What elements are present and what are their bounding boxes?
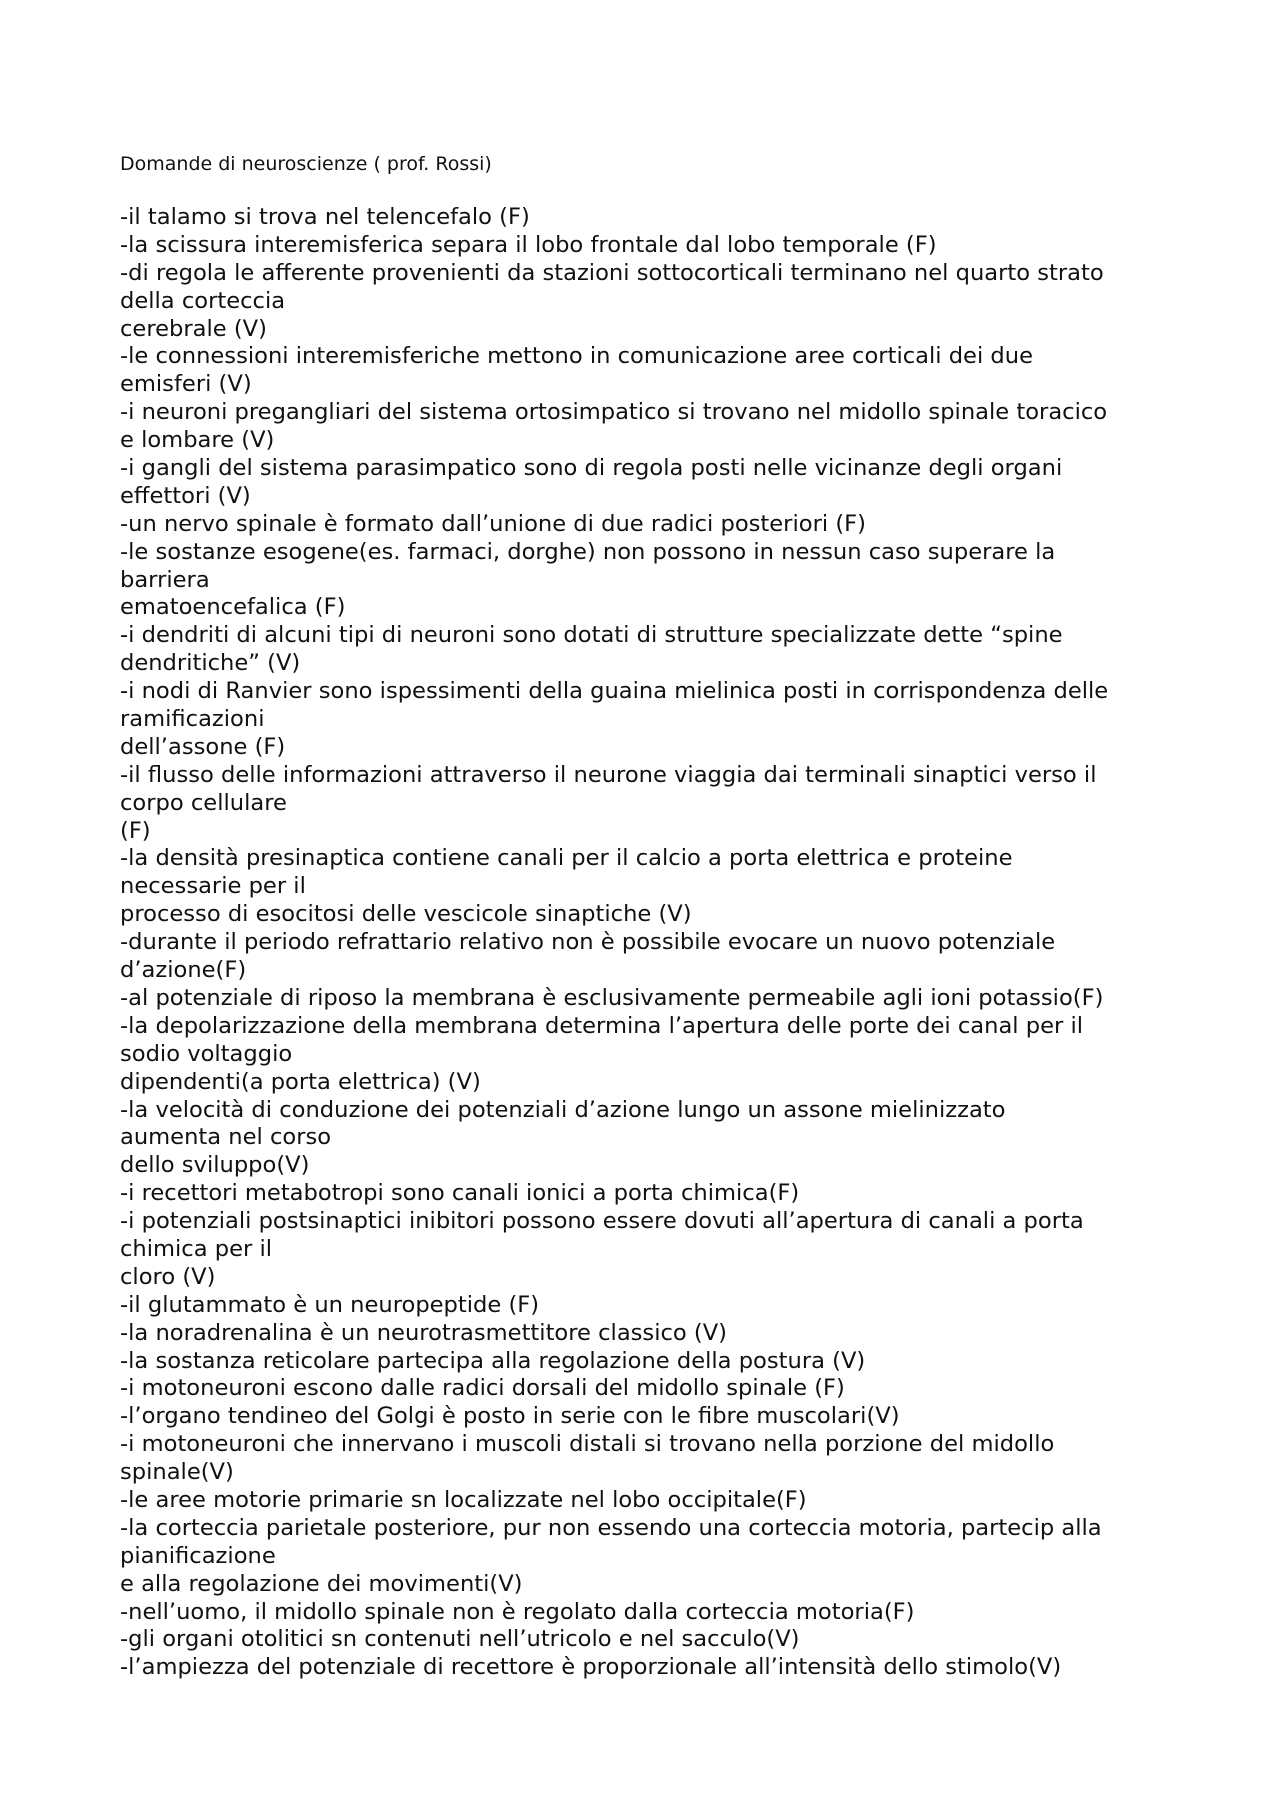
- document-line: -i motoneuroni escono dalle radici dorsali del midollo spinale (F): [120, 1375, 845, 1402]
- document-line: ematoencefalica (F): [120, 594, 346, 621]
- document-line: -durante il periodo refrattario relativo non è possibile evocare un nuovo potenziale: [120, 929, 1056, 956]
- document-line: -la sostanza reticolare partecipa alla regolazione della postura (V): [120, 1347, 866, 1374]
- document-line: dello sviluppo(V): [120, 1152, 310, 1179]
- document-line: -i nodi di Ranvier sono ispessimenti della guaina mielinica posti in corrispondenza delle: [120, 678, 1109, 705]
- document-line: della corteccia: [120, 287, 286, 314]
- document-line: ramificazioni: [120, 706, 265, 733]
- document-line: e lombare (V): [120, 427, 275, 454]
- document-line: -un nervo spinale è formato dall’unione di due radici posteriori (F): [120, 510, 866, 537]
- document-line: dipendenti(a porta elettrica) (V): [120, 1068, 481, 1095]
- document-line: -le sostanze esogene(es. farmaci, dorghe) non possono in nessun caso superare la: [120, 538, 1056, 565]
- document-line: -la velocità di conduzione dei potenziali d’azione lungo un assone mielinizzato: [120, 1096, 1006, 1123]
- document-line: -i gangli del sistema parasimpatico sono di regola posti nelle vicinanze degli organi: [120, 455, 1063, 482]
- document-line: -i neuroni pregangliari del sistema ortosimpatico si trovano nel midollo spinale toracico: [120, 399, 1108, 426]
- document-line: -il flusso delle informazioni attraverso il neurone viaggia dai terminali sinaptici verso il: [120, 761, 1097, 788]
- document-line: dendritiche” (V): [120, 650, 301, 677]
- document-line: effettori (V): [120, 482, 251, 509]
- document-line: -al potenziale di riposo la membrana è esclusivamente permeabile agli ioni potassio(F): [120, 984, 1104, 1011]
- document-line: cloro (V): [120, 1263, 216, 1290]
- document-line: dell’assone (F): [120, 733, 286, 760]
- document-line: -l’ampiezza del potenziale di recettore è proporzionale all’intensità dello stimolo(V): [120, 1654, 1062, 1681]
- document-line: -i motoneuroni che innervano i muscoli distali si trovano nella porzione del midollo: [120, 1431, 1055, 1458]
- document-line: emisferi (V): [120, 371, 252, 398]
- document-line: -la corteccia parietale posteriore, pur non essendo una corteccia motoria, partecip alla: [120, 1514, 1102, 1541]
- document-line: -il glutammato è un neuropeptide (F): [120, 1291, 540, 1318]
- document-line: -i dendriti di alcuni tipi di neuroni sono dotati di strutture specializzate dette “spine: [120, 622, 1063, 649]
- document-line: -la noradrenalina è un neurotrasmettitore classico (V): [120, 1319, 727, 1346]
- document-line: d’azione(F): [120, 957, 247, 984]
- document-line: -i potenziali postsinaptici inibitori possono essere dovuti all’apertura di canali a porta: [120, 1208, 1084, 1235]
- document-line: chimica per il: [120, 1235, 273, 1262]
- document-line: barriera: [120, 566, 210, 593]
- document-line: -i recettori metabotropi sono canali ionici a porta chimica(F): [120, 1180, 800, 1207]
- document-line: -l’organo tendineo del Golgi è posto in serie con le fibre muscolari(V): [120, 1403, 900, 1430]
- document-body: [120, 204, 1180, 1682]
- document-line: -nell’uomo, il midollo spinale non è regolato dalla corteccia motoria(F): [120, 1598, 915, 1625]
- document-line: (F): [120, 817, 151, 844]
- document-line: pianificazione: [120, 1542, 276, 1569]
- document-line: processo di esocitosi delle vescicole sinaptiche (V): [120, 901, 692, 928]
- document-line: necessarie per il: [120, 873, 306, 900]
- document-line: sodio voltaggio: [120, 1040, 293, 1067]
- document-line: -la scissura interemisferica separa il lobo frontale dal lobo temporale (F): [120, 231, 937, 258]
- document-line: -gli organi otolitici sn contenuti nell’utricolo e nel sacculo(V): [120, 1626, 800, 1653]
- document-line: spinale(V): [120, 1459, 234, 1486]
- document-line: corpo cellulare: [120, 789, 287, 816]
- document-line: -le aree motorie primarie sn localizzate nel lobo occipitale(F): [120, 1486, 807, 1513]
- document-line: -la densità presinaptica contiene canali per il calcio a porta elettrica e proteine: [120, 845, 1013, 872]
- document-line: -il talamo si trova nel telencefalo (F): [120, 204, 530, 230]
- document-line: cerebrale (V): [120, 315, 267, 342]
- document-title: Domande di neuroscienze ( prof. Rossi): [120, 153, 492, 175]
- document-line: e alla regolazione dei movimenti(V): [120, 1570, 523, 1597]
- document-line: aumenta nel corso: [120, 1124, 332, 1151]
- document-line: -le connessioni interemisferiche mettono in comunicazione aree corticali dei due: [120, 343, 1033, 370]
- document-line: -la depolarizzazione della membrana determina l’apertura delle porte dei canal per il: [120, 1012, 1084, 1039]
- document-line: -di regola le afferente provenienti da stazioni sottocorticali terminano nel quarto strato: [120, 259, 1104, 286]
